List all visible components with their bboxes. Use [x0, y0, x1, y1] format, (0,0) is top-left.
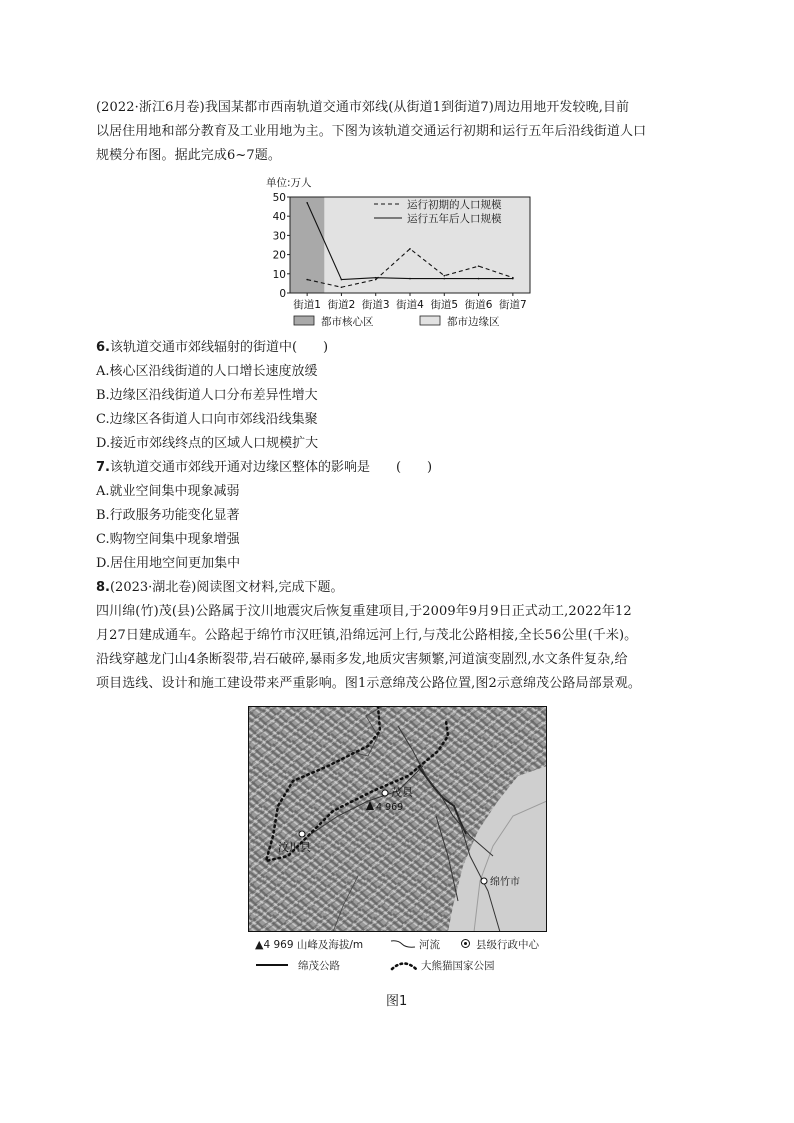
- series-2-point: [341, 279, 343, 281]
- place-maoxian: 茂县: [391, 786, 413, 799]
- legend-road-label: 绵茂公路: [298, 960, 340, 972]
- question-number: 6.: [96, 340, 110, 355]
- legend-county: [461, 937, 539, 952]
- question-number: 7.: [96, 460, 110, 475]
- option-d: D.居住用地空间更加集中: [96, 556, 241, 571]
- question-7: [96, 456, 432, 480]
- series-2-point: [409, 278, 411, 280]
- legend-peak: [255, 937, 363, 952]
- legend-peak-label: 4 969 山峰及海拔/m: [263, 939, 364, 951]
- series-1-point: [341, 286, 343, 288]
- county-seat-icon: [382, 790, 388, 796]
- county-seat-icon: [461, 939, 470, 948]
- series-1-point: [443, 275, 445, 277]
- park-legend-icon: [390, 958, 418, 972]
- county-seat-icon: [481, 878, 487, 884]
- question-6: [96, 336, 328, 360]
- material-line: 沿线穿越龙门山4条断裂带,岩石破碎,暴雨多发,地质灾害频繁,河道演变剧烈,水文条件复杂,给: [96, 652, 628, 667]
- region-core: [290, 197, 324, 293]
- y-tick-label: 30: [272, 230, 286, 243]
- x-tick-label: 街道1: [293, 299, 321, 311]
- series-2-point: [375, 277, 377, 279]
- peak-elevation: 4 969: [376, 802, 404, 813]
- county-seat-icon: [299, 831, 305, 837]
- legend-park-label: 大熊猫国家公园: [421, 960, 495, 972]
- intro-line: 规模分布图。据此完成6~7题。: [96, 148, 281, 163]
- x-tick-label: 街道2: [327, 299, 356, 311]
- series-2-point: [443, 278, 445, 280]
- road-legend-icon: [256, 961, 288, 969]
- region-label: 都市核心区: [321, 316, 374, 328]
- unit-label: 单位:万人: [266, 177, 312, 189]
- option-b: B.行政服务功能变化显著: [96, 508, 240, 523]
- x-tick-label: 街道7: [499, 299, 527, 311]
- peak-icon: ▲: [255, 938, 264, 951]
- y-tick-label: 0: [279, 288, 286, 300]
- region-swatch: [294, 316, 314, 325]
- y-tick-label: 20: [272, 249, 286, 262]
- series-1-point: [375, 279, 377, 281]
- x-tick-label: 街道3: [361, 299, 390, 311]
- figure-caption: 图1: [386, 994, 408, 1009]
- series-1-point: [478, 265, 480, 267]
- y-tick-label: 40: [272, 211, 286, 224]
- intro-paragraph: [96, 96, 716, 168]
- question-number: 8.: [96, 580, 110, 595]
- option-c: C.购物空间集中现象增强: [96, 532, 240, 547]
- river-legend-icon: [390, 938, 416, 950]
- place-mianzhu: 绵竹市: [490, 877, 520, 888]
- material-line: 四川绵(竹)茂(县)公路属于汶川地震灾后恢复重建项目,于2009年9月9日正式动工,2022年12: [96, 604, 632, 619]
- question-stem: 该轨道交通市郊线辐射的街道中( ): [109, 340, 329, 355]
- option-a: A.就业空间集中现象减弱: [96, 484, 240, 499]
- x-tick-label: 街道5: [430, 299, 459, 311]
- series-2-point: [478, 278, 480, 280]
- question-stem: (2023·湖北卷)阅读图文材料,完成下题。: [109, 580, 344, 595]
- option-b: B.边缘区沿线街道人口分布差异性增大: [96, 388, 318, 403]
- x-tick-label: 街道6: [464, 299, 493, 311]
- x-tick-label: 街道4: [396, 299, 424, 311]
- series-1-point: [409, 248, 411, 250]
- option-a: A.核心区沿线街道的人口增长速度放缓: [96, 364, 318, 379]
- option-d: D.接近市郊线终点的区域人口规模扩大: [96, 436, 319, 451]
- intro-line: 以居住用地和部分教育及工业用地为主。下图为该轨道交通运行初期和运行五年后沿线街道人口: [96, 124, 647, 139]
- y-tick-label: 50: [272, 192, 286, 204]
- y-tick-label: 10: [272, 268, 286, 281]
- legend-river-label: 河流: [419, 939, 440, 951]
- terrain-map: [248, 706, 547, 932]
- material-line: 项目选线、设计和施工建设带来严重影响。图1示意绵茂公路位置,图2示意绵茂公路局部景观。: [96, 676, 641, 691]
- question-stem: 该轨道交通市郊线开通对边缘区整体的影响是 ( ): [109, 460, 433, 475]
- question-8: [96, 576, 343, 600]
- series-2-point: [512, 278, 514, 280]
- series-1-point: [306, 279, 308, 281]
- material-line: 月27日建成通车。公路起于绵竹市汉旺镇,沿绵远河上行,与茂北公路相接,全长56公里(千米)。: [96, 628, 638, 643]
- population-chart: [262, 173, 542, 331]
- series-2-point: [306, 202, 308, 204]
- option-c: C.边缘区各街道人口向市郊线沿线集聚: [96, 412, 318, 427]
- legend-county-label: 县级行政中心: [476, 939, 539, 951]
- region-label: 都市边缘区: [447, 316, 500, 328]
- legend-label: 运行五年后人口规模: [407, 213, 502, 225]
- region-swatch: [420, 316, 440, 325]
- place-wenchuan: 汶川县: [278, 841, 311, 854]
- legend-label: 运行初期的人口规模: [407, 199, 502, 211]
- material-paragraph: [96, 600, 716, 696]
- intro-line: (2022·浙江6月卷)我国某都市西南轨道交通市郊线(从街道1到街道7)周边用地开发较晚,目前: [96, 100, 630, 115]
